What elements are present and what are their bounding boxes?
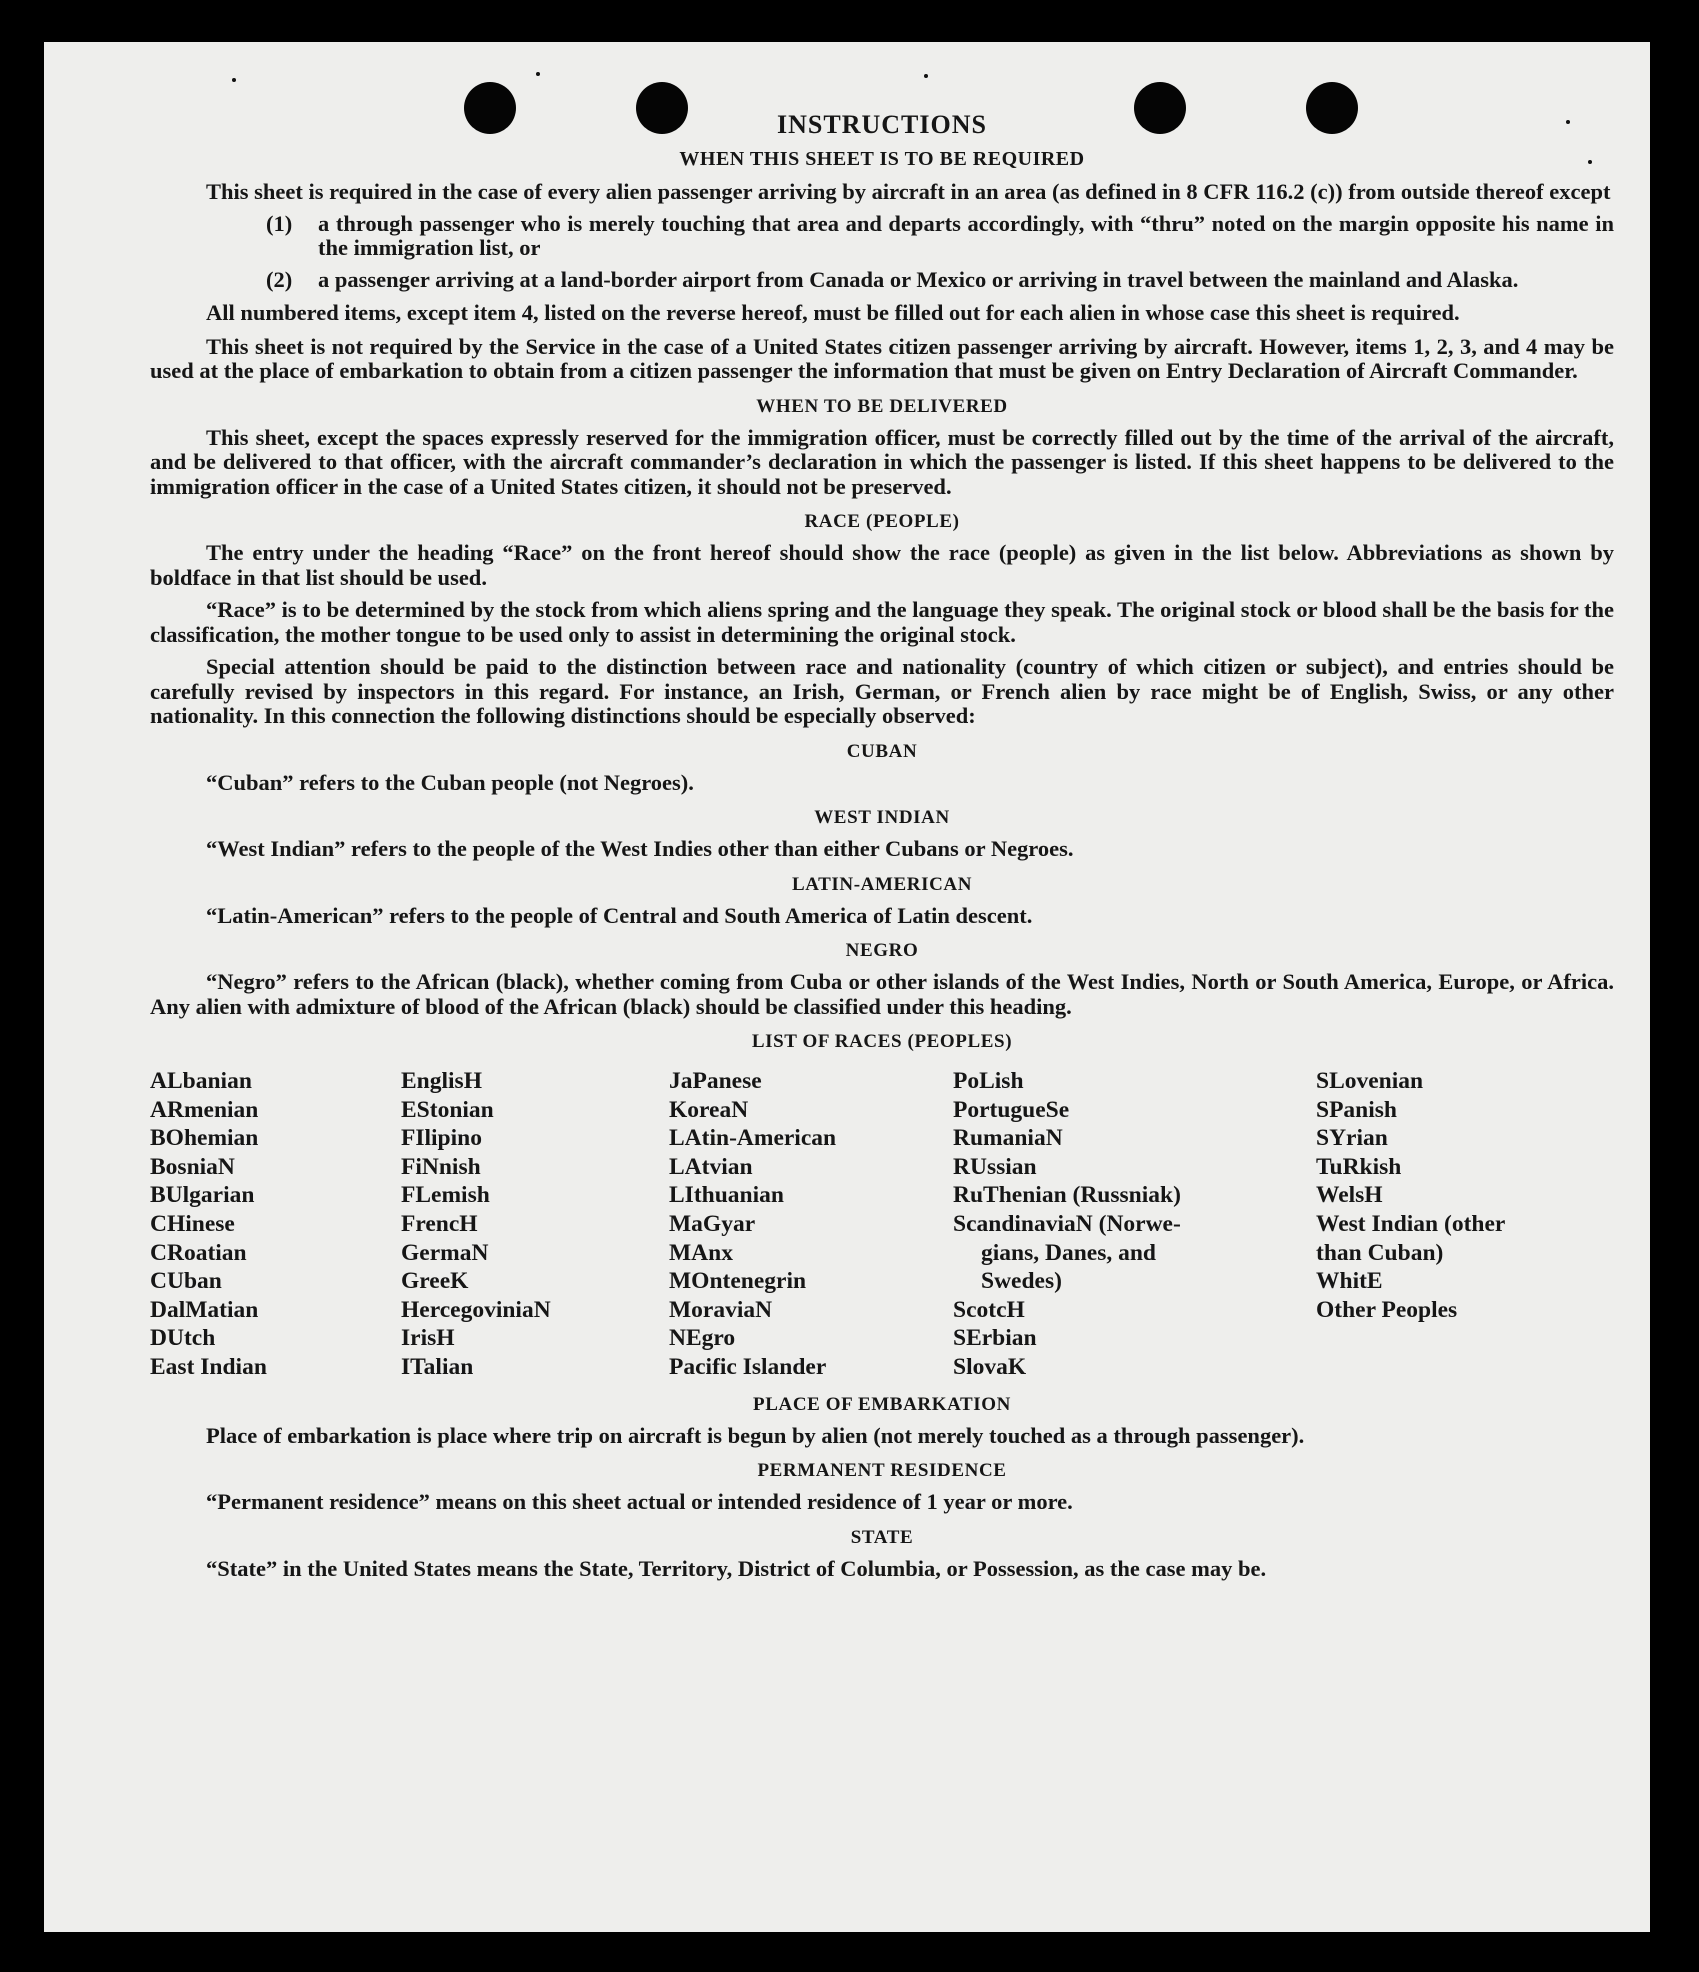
race-entry: Swedes) <box>981 1268 1062 1295</box>
scan-speck <box>924 74 928 78</box>
race-entry: FIlipino <box>401 1125 482 1152</box>
exception-item <box>266 268 1614 293</box>
race-entry: MOntenegrin <box>669 1268 807 1295</box>
paragraph-race-entry: The entry under the heading “Race” on the front hereof should show the race (people) as given in the list below. Abbreviations as shown by boldface in that list should be used. <box>150 540 1614 590</box>
race-entry: JaPanese <box>669 1068 762 1094</box>
race-entry: SErbian <box>953 1325 1037 1352</box>
race-entry: RUssian <box>953 1153 1037 1180</box>
paragraph-race-stock: “Race” is to be determined by the stock from which aliens spring and the language they speak. The original stock or blood shall be the basis for the classification, the mother tongue to be used only to assist in determining the original stock. <box>150 597 1614 647</box>
race-entry: MoraviaN <box>669 1296 773 1323</box>
race-entry: BOhemian <box>150 1125 259 1152</box>
item-text: a through passenger who is merely touching that area and departs accordingly, with “thru” noted on the margin opposite his name in the immigration list, or <box>318 210 1614 260</box>
race-entry: FiNnish <box>401 1153 481 1180</box>
paragraph-residence: “Permanent residence” means on this sheet actual or intended residence of 1 year or more. <box>206 1489 1073 1515</box>
race-entry: PoLish <box>953 1068 1024 1094</box>
heading-cuban: CUBAN <box>846 740 918 762</box>
race-entry: CUban <box>150 1268 222 1295</box>
race-entry: ScandinaviaN (Norwe- <box>953 1210 1181 1237</box>
item-number: (1) <box>266 210 293 236</box>
race-entry: DalMatian <box>150 1296 259 1323</box>
heading-race: RACE (PEOPLE) <box>804 511 960 532</box>
document-page <box>44 42 1650 1932</box>
race-entry: LAtin-American <box>669 1125 837 1152</box>
scan-speck <box>232 78 236 82</box>
paragraph-required-intro: This sheet is required in the case of every alien passenger arriving by aircraft in an area (as defined in 8 CFR 116.2 (c)) from outside thereof except <box>206 179 1611 204</box>
races-column <box>953 1067 1316 1382</box>
race-entry: Pacific Islander <box>669 1353 827 1380</box>
race-entry: LAtvian <box>669 1153 753 1180</box>
race-entry: WelsH <box>1316 1182 1383 1209</box>
race-entry: ARmenian <box>150 1096 259 1123</box>
item-text: a passenger arriving at a land-border airport from Canada or Mexico or arriving in travel between the mainland and Alaska. <box>318 266 1519 292</box>
heading-west-indian: WEST INDIAN <box>814 807 950 828</box>
paragraph-race-nationality: Special attention should be paid to the distinction between race and nationality (country of which citizen or subject), and entries should be carefully revised by inspectors in this regard. For instance, an Irish, German, or French alien by race might be of English, Swiss, or any other nationality. In this connection the following distinctions should be especially observed: <box>150 654 1614 728</box>
exception-item <box>266 212 1614 261</box>
race-entry: SYrian <box>1316 1125 1388 1152</box>
heading-permanent-residence: PERMANENT RESIDENCE <box>757 1460 1007 1482</box>
race-entry: ScotcH <box>953 1296 1025 1323</box>
race-entry: LIthuanian <box>669 1182 784 1209</box>
race-entry: GreeK <box>401 1268 469 1295</box>
heading-negro: NEGRO <box>845 940 919 961</box>
race-entry: EnglisH <box>401 1068 482 1094</box>
race-entry: KoreaN <box>669 1096 749 1123</box>
race-entry: IrisH <box>401 1325 455 1352</box>
race-entry: MaGyar <box>669 1210 756 1237</box>
race-entry: MAnx <box>669 1239 733 1266</box>
heading-when-delivered: WHEN TO BE DELIVERED <box>756 395 1008 417</box>
item-number: (2) <box>266 266 293 292</box>
paragraph-cuban: “Cuban” refers to the Cuban people (not Negroes). <box>206 769 694 795</box>
page-title: INSTRUCTIONS <box>777 110 987 139</box>
race-entry: PortugueSe <box>953 1096 1070 1123</box>
race-entry: ALbanian <box>150 1068 252 1094</box>
race-entry: East Indian <box>150 1353 267 1380</box>
race-entry: West Indian (other <box>1316 1210 1506 1237</box>
race-entry: GermaN <box>401 1239 489 1266</box>
paragraph-delivered: This sheet, except the spaces expressly reserved for the immigration officer, must be correctly filled out by the time of the arrival of the aircraft, and be delivered to that officer, with the aircraft commander’s declaration in which the passenger is listed. If this sheet happens to be delivered to the immigration officer in the case of a United States citizen, it should not be preserved. <box>150 424 1614 499</box>
race-entry: FLemish <box>401 1182 490 1209</box>
race-entry: EStonian <box>401 1096 494 1123</box>
paragraph-embarkation: Place of embarkation is place where trip on aircraft is begun by alien (not merely touched as a through passenger). <box>206 1422 1305 1448</box>
races-column <box>669 1067 953 1382</box>
paragraph-latin-american: “Latin-American” refers to the people of Central and South America of Latin descent. <box>206 902 1033 928</box>
race-entry: HercegoviniaN <box>401 1296 551 1323</box>
races-list <box>150 1067 1614 1382</box>
race-entry: WhitE <box>1316 1268 1383 1295</box>
scan-speck <box>536 72 540 76</box>
race-entry: SlovaK <box>953 1353 1027 1380</box>
race-entry: Other Peoples <box>1316 1296 1458 1323</box>
race-entry: than Cuban) <box>1316 1239 1444 1266</box>
race-entry: NEgro <box>669 1325 736 1352</box>
paragraph-negro: “Negro” refers to the African (black), whether coming from Cuba or other islands of the West Indies, North or South America, Europe, or Africa. Any alien with admixture of blood of the African (black) should be classified under this heading. <box>150 969 1614 1019</box>
race-entry: DUtch <box>150 1325 216 1352</box>
race-entry: SPanish <box>1316 1096 1397 1123</box>
race-entry: FrencH <box>401 1210 478 1237</box>
race-entry: RumaniaN <box>953 1125 1063 1152</box>
race-entry: gians, Danes, and <box>981 1239 1156 1266</box>
paragraph-west-indian: “West Indian” refers to the people of the West Indies other than either Cubans or Negroes. <box>206 836 1074 861</box>
heading-latin-american: LATIN-AMERICAN <box>791 873 973 895</box>
paragraph-numbered-items: All numbered items, except item 4, listed on the reverse hereof, must be filled out for each alien in whose case this sheet is required. <box>206 300 1460 325</box>
race-entry: CRoatian <box>150 1239 247 1266</box>
race-entry: BosniaN <box>150 1153 235 1180</box>
race-entry: BUlgarian <box>150 1182 255 1209</box>
race-entry: CHinese <box>150 1210 235 1237</box>
race-entry: SLovenian <box>1316 1068 1424 1094</box>
instructions-content <box>150 110 1614 1581</box>
heading-place-of-embarkation: PLACE OF EMBARKATION <box>753 1393 1011 1415</box>
paragraph-citizen: This sheet is not required by the Service in the case of a United States citizen passenger arriving by aircraft. However, items 1, 2, 3, and 4 may be used at the place of embarkation to obtain from a citizen passenger the information that must be given on Entry Declaration of Aircraft Commander. <box>150 333 1614 383</box>
race-entry: TuRkish <box>1316 1153 1402 1180</box>
races-column <box>150 1067 401 1382</box>
paragraph-state: “State” in the United States means the State, Territory, District of Columbia, or Possession, as the case may be. <box>206 1555 1267 1581</box>
race-entry: RuThenian (Russniak) <box>953 1182 1181 1209</box>
heading-list-of-races: LIST OF RACES (PEOPLES) <box>751 1031 1013 1052</box>
races-column <box>401 1067 669 1382</box>
heading-state: STATE <box>850 1526 914 1548</box>
heading-when-required: WHEN THIS SHEET IS TO BE REQUIRED <box>679 148 1085 170</box>
races-column <box>1316 1067 1614 1382</box>
race-entry: ITalian <box>401 1353 474 1380</box>
